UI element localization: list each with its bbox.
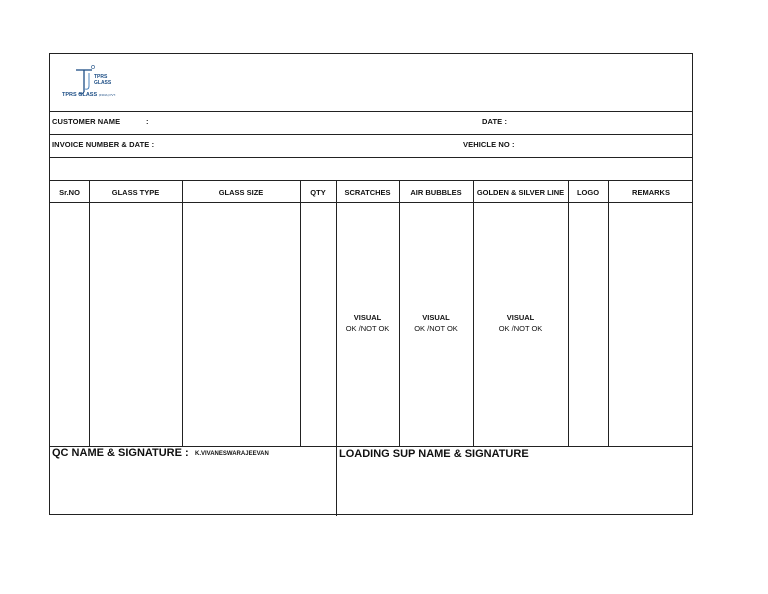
inspection-form <box>49 53 693 515</box>
customer-name-label: CUSTOMER NAME <box>52 117 121 126</box>
rule-customer <box>50 134 692 135</box>
loading-signature-label: LOADING SUP NAME & SIGNATURE <box>339 448 529 460</box>
golden-silver-line-check: VISUAL OK /NOT OK <box>498 313 543 333</box>
col-divider-7 <box>568 180 569 446</box>
scratches-check: VISUAL OK /NOT OK <box>345 313 390 333</box>
rule-invoice <box>50 157 692 158</box>
col-header-glass-type: GLASS TYPE <box>111 188 160 197</box>
rule-header <box>50 111 692 112</box>
customer-name-colon: : <box>146 117 149 126</box>
col-divider-1 <box>89 180 90 446</box>
invoice-label: INVOICE NUMBER & DATE : <box>52 140 155 149</box>
svg-text:GLASS: GLASS <box>94 80 112 86</box>
col-header-scratches: SCRATCHES <box>344 188 391 197</box>
col-header-golden-silver-line: GOLDEN & SILVER LINE <box>476 188 565 197</box>
air-bubbles-check: VISUAL OK /NOT OK <box>414 313 458 333</box>
col-divider-4 <box>336 180 337 516</box>
col-header-glass-size: GLASS SIZE <box>218 188 264 197</box>
col-header-remarks: REMARKS <box>632 188 670 197</box>
col-header-sr-no: Sr.NO <box>59 188 80 197</box>
col-divider-3 <box>300 180 301 446</box>
date-label: DATE : <box>482 117 508 126</box>
svg-text:TPRS: TPRS <box>94 74 108 80</box>
logo-brand-text: TPRS GLASS (INDIA) PVT. <box>62 92 116 98</box>
col-header-air-bubbles: AIR BUBBLES <box>410 188 462 197</box>
vehicle-label: VEHICLE NO : <box>463 140 515 149</box>
col-divider-2 <box>182 180 183 446</box>
qc-signature-label: QC NAME & SIGNATURE : <box>52 447 189 459</box>
col-divider-8 <box>608 180 609 446</box>
rule-blank <box>50 180 692 181</box>
col-header-qty: QTY <box>310 188 326 197</box>
qc-name-value: K.VIVANESWARAJEEVAN <box>195 451 269 457</box>
rule-table-header <box>50 202 692 203</box>
col-header-logo: LOGO <box>576 188 600 197</box>
